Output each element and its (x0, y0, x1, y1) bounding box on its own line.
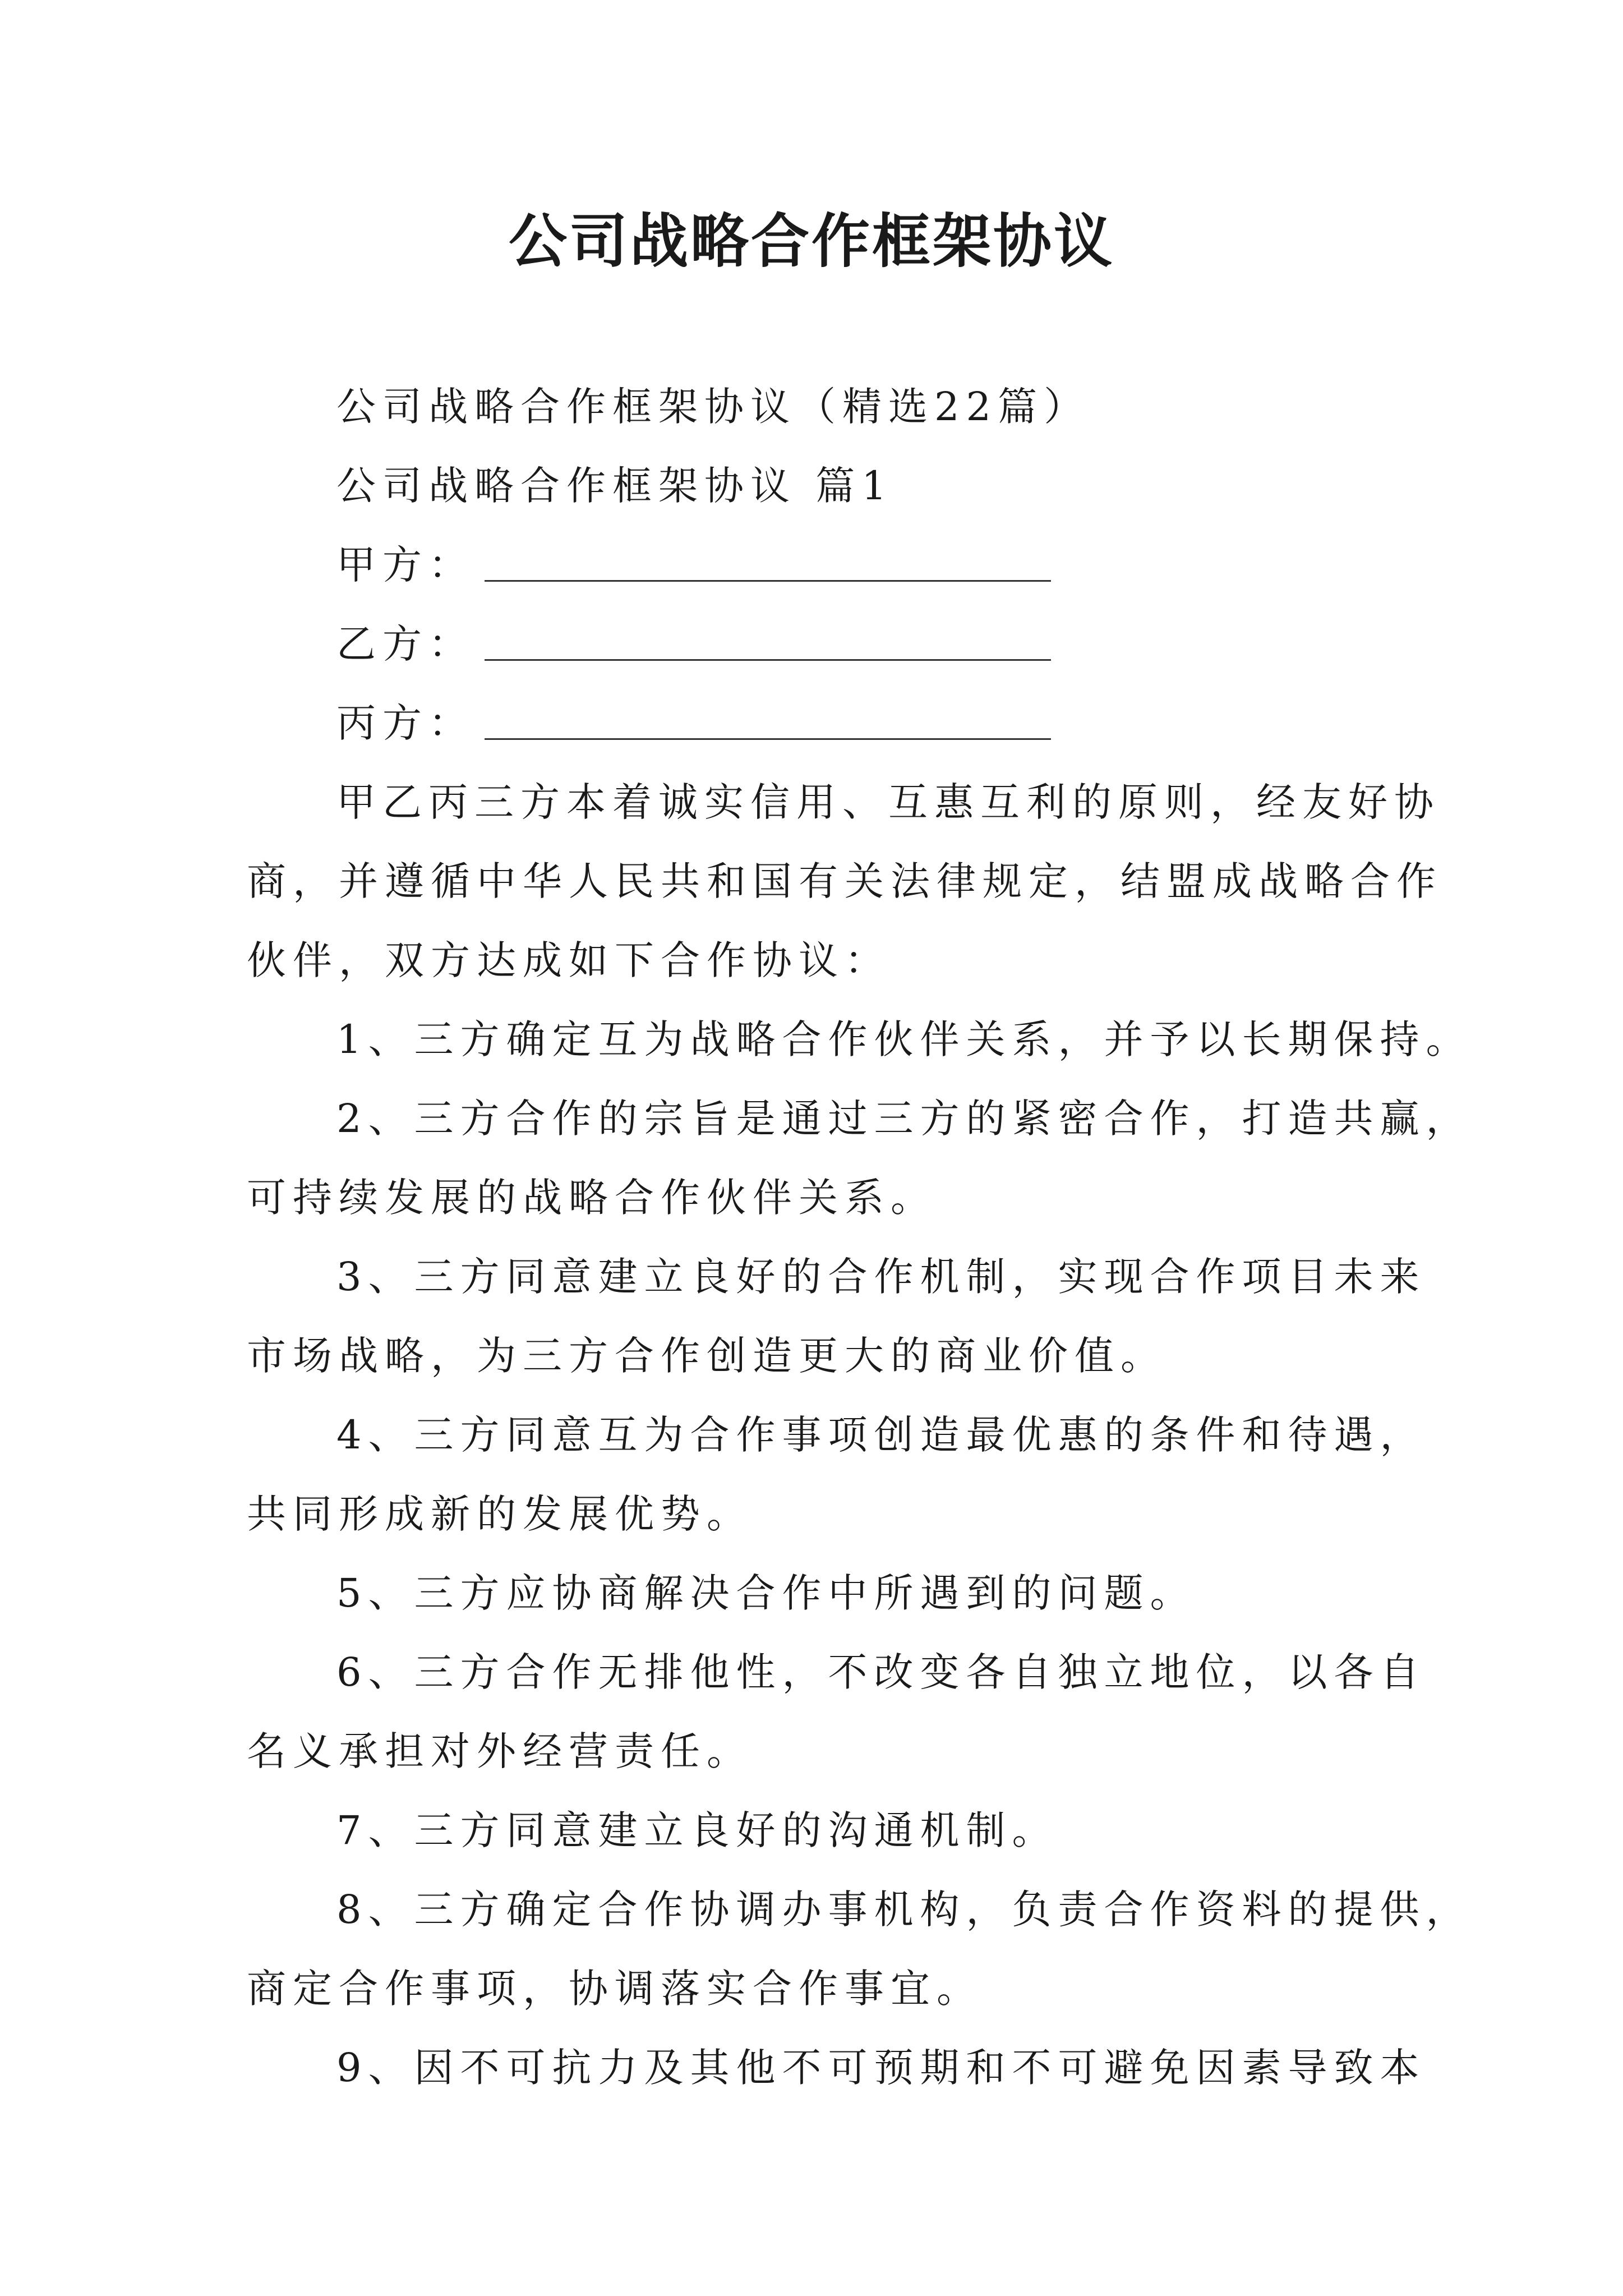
clause-7: 7、三方同意建立良好的沟通机制。 (336, 1807, 1058, 1853)
clause-3: 3、三方同意建立良好的合作机制，实现合作项目未来 (336, 1254, 1426, 1300)
clause-6: 6、三方合作无排他性，不改变各自独立地位，以各自 (336, 1649, 1426, 1695)
party-b-blank-line (485, 657, 1051, 661)
clause-1: 1、三方确定互为战略合作伙伴关系，并予以长期保持。 (336, 1016, 1472, 1062)
clause-2: 2、三方合作的宗旨是通过三方的紧密合作，打造共赢， (336, 1096, 1472, 1142)
document-body (247, 367, 1472, 2108)
party-c-row (247, 684, 1385, 763)
clause-4-continued: 共同形成新的发展优势。 (247, 1491, 753, 1537)
clause-5: 5、三方应协商解决合作中所遇到的问题。 (336, 1570, 1196, 1616)
preamble-line: 商，并遵循中华人民共和国有关法律规定，结盟成战略合作 (247, 858, 1442, 904)
party-b-row (247, 605, 1385, 684)
party-a-blank-line (485, 578, 1051, 582)
party-b-label: 乙方： (336, 621, 474, 667)
document-title: 公司战略合作框架协议 (508, 207, 1114, 275)
section-heading: 公司战略合作框架协议 篇1 (336, 463, 893, 509)
party-a-row (247, 526, 1385, 605)
clause-8: 8、三方确定合作协调办事机构，负责合作资料的提供， (336, 1887, 1472, 1932)
clause-3-continued: 市场战略，为三方合作创造更大的商业价值。 (247, 1333, 1166, 1379)
preamble-line: 甲乙丙三方本着诚实信用、互惠互利的原则，经友好协 (336, 779, 1440, 825)
clause-6-continued: 名义承担对外经营责任。 (247, 1728, 753, 1774)
party-a-label: 甲方： (336, 542, 474, 588)
clause-9: 9、因不可抗力及其他不可预期和不可避免因素导致本 (336, 2045, 1426, 2091)
clause-4: 4、三方同意互为合作事项创造最优惠的条件和待遇， (336, 1412, 1426, 1458)
preamble-line: 伙伴，双方达成如下合作协议： (247, 937, 891, 983)
party-c-label: 丙方： (336, 700, 474, 746)
clause-8-continued: 商定合作事项，协调落实合作事宜。 (247, 1966, 983, 2012)
party-c-blank-line (485, 736, 1051, 740)
document-subtitle: 公司战略合作框架协议（精选22篇） (336, 384, 1090, 430)
clause-2-continued: 可持续发展的战略合作伙伴关系。 (247, 1175, 937, 1221)
